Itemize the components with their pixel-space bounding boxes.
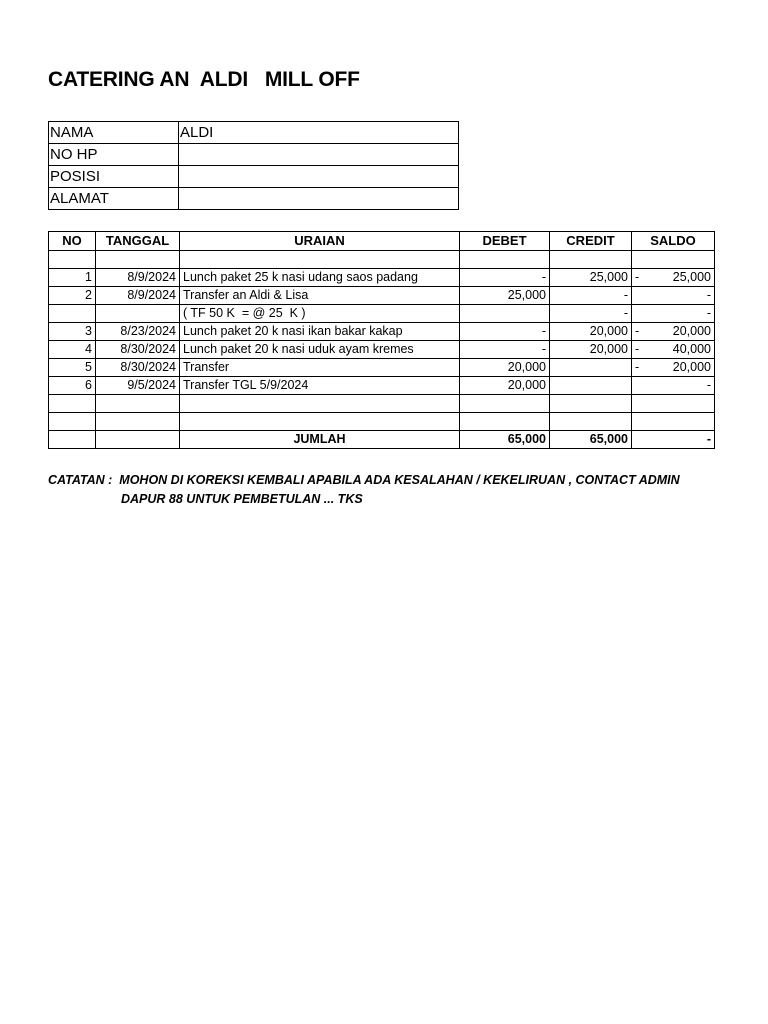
- total-credit: 65,000: [550, 431, 632, 449]
- row-uraian: Transfer an Aldi & Lisa: [180, 287, 460, 305]
- page-title: CATERING AN ALDI MILL OFF: [48, 68, 360, 91]
- row-uraian: Lunch paket 25 k nasi udang saos padang: [180, 269, 460, 287]
- table-row: [49, 359, 715, 377]
- row-saldo-cell: [632, 395, 715, 413]
- row-debet: [460, 251, 550, 269]
- row-uraian: [180, 251, 460, 269]
- row-tanggal: 8/30/2024: [96, 341, 180, 359]
- table-row: [49, 413, 715, 431]
- row-tanggal: 8/23/2024: [96, 323, 180, 341]
- info-value: ALDI: [179, 122, 459, 144]
- row-no: 1: [49, 269, 96, 287]
- row-no: [49, 413, 96, 431]
- info-row-alamat: [49, 188, 459, 210]
- row-saldo-cell: [632, 251, 715, 269]
- table-row: [49, 323, 715, 341]
- row-saldo: -: [706, 378, 711, 392]
- row-debet: -: [460, 323, 550, 341]
- row-tanggal: 8/9/2024: [96, 287, 180, 305]
- total-row: [49, 431, 715, 449]
- row-tanggal: 8/30/2024: [96, 359, 180, 377]
- ledger-table: [48, 231, 715, 449]
- info-label: NAMA: [49, 122, 179, 144]
- row-uraian: ( TF 50 K = @ 25 K ): [180, 305, 460, 323]
- row-saldo-cell: [632, 305, 715, 323]
- info-label: NO HP: [49, 144, 179, 166]
- row-debet: 25,000: [460, 287, 550, 305]
- header-saldo: SALDO: [632, 232, 715, 251]
- total-label: JUMLAH: [180, 431, 460, 449]
- row-credit: [550, 359, 632, 377]
- row-no: 2: [49, 287, 96, 305]
- info-value: [179, 166, 459, 188]
- row-debet: -: [460, 341, 550, 359]
- row-uraian: Transfer TGL 5/9/2024: [180, 377, 460, 395]
- row-saldo: 20,000: [672, 324, 711, 338]
- info-label: ALAMAT: [49, 188, 179, 210]
- row-uraian: [180, 395, 460, 413]
- info-value: [179, 144, 459, 166]
- row-saldo-sign: -: [635, 360, 640, 374]
- row-uraian: Lunch paket 20 k nasi ikan bakar kakap: [180, 323, 460, 341]
- row-debet: -: [460, 269, 550, 287]
- row-saldo-cell: [632, 287, 715, 305]
- row-uraian: Transfer: [180, 359, 460, 377]
- row-no: 3: [49, 323, 96, 341]
- row-no: 6: [49, 377, 96, 395]
- row-credit: 20,000: [550, 323, 632, 341]
- row-saldo-sign: -: [635, 270, 640, 284]
- note: [48, 471, 680, 509]
- total-no-cell: [49, 431, 96, 449]
- row-debet: 20,000: [460, 359, 550, 377]
- info-label: POSISI: [49, 166, 179, 188]
- row-saldo: -: [706, 306, 711, 320]
- ledger-header-row: [49, 232, 715, 251]
- info-table: [48, 121, 459, 210]
- table-row: [49, 287, 715, 305]
- row-saldo: 40,000: [672, 342, 711, 356]
- row-tanggal: 9/5/2024: [96, 377, 180, 395]
- row-tanggal: [96, 305, 180, 323]
- info-value: [179, 188, 459, 210]
- table-row: [49, 395, 715, 413]
- header-tanggal: TANGGAL: [96, 232, 180, 251]
- row-saldo-sign: -: [635, 324, 640, 338]
- row-saldo-cell: [632, 341, 715, 359]
- row-credit: -: [550, 287, 632, 305]
- row-credit: [550, 377, 632, 395]
- row-credit: 20,000: [550, 341, 632, 359]
- row-credit: 25,000: [550, 269, 632, 287]
- info-row-no-hp: [49, 144, 459, 166]
- row-saldo-sign: -: [635, 342, 640, 356]
- table-row: [49, 269, 715, 287]
- ledger-body: [49, 251, 715, 431]
- row-saldo-cell: [632, 359, 715, 377]
- total-saldo: -: [632, 431, 715, 449]
- row-uraian: [180, 413, 460, 431]
- row-tanggal: [96, 395, 180, 413]
- row-saldo: -: [706, 288, 711, 302]
- table-row: [49, 251, 715, 269]
- row-no: 4: [49, 341, 96, 359]
- row-no: 5: [49, 359, 96, 377]
- note-line-1: CATATAN : MOHON DI KOREKSI KEMBALI APABILA ADA KESALAHAN / KEKELIRUAN , CONTACT ADMIN: [48, 473, 680, 487]
- row-uraian: Lunch paket 20 k nasi uduk ayam kremes: [180, 341, 460, 359]
- row-saldo-cell: [632, 269, 715, 287]
- row-credit: [550, 395, 632, 413]
- row-debet: [460, 413, 550, 431]
- header-credit: CREDIT: [550, 232, 632, 251]
- total-tanggal-cell: [96, 431, 180, 449]
- header-debet: DEBET: [460, 232, 550, 251]
- row-saldo-cell: [632, 323, 715, 341]
- row-debet: [460, 395, 550, 413]
- row-debet: [460, 305, 550, 323]
- row-no: [49, 251, 96, 269]
- header-no: NO: [49, 232, 96, 251]
- info-row-posisi: [49, 166, 459, 188]
- row-saldo-cell: [632, 377, 715, 395]
- row-tanggal: [96, 413, 180, 431]
- info-row-nama: [49, 122, 459, 144]
- table-row: [49, 305, 715, 323]
- row-saldo: 20,000: [672, 360, 711, 374]
- table-row: [49, 377, 715, 395]
- row-tanggal: 8/9/2024: [96, 269, 180, 287]
- note-line-2: DAPUR 88 UNTUK PEMBETULAN ... TKS: [121, 492, 363, 506]
- row-debet: 20,000: [460, 377, 550, 395]
- row-tanggal: [96, 251, 180, 269]
- row-credit: [550, 413, 632, 431]
- row-no: [49, 395, 96, 413]
- row-saldo-cell: [632, 413, 715, 431]
- row-credit: -: [550, 305, 632, 323]
- header-uraian: URAIAN: [180, 232, 460, 251]
- row-no: [49, 305, 96, 323]
- row-saldo: 25,000: [672, 270, 711, 284]
- row-credit: [550, 251, 632, 269]
- table-row: [49, 341, 715, 359]
- total-debet: 65,000: [460, 431, 550, 449]
